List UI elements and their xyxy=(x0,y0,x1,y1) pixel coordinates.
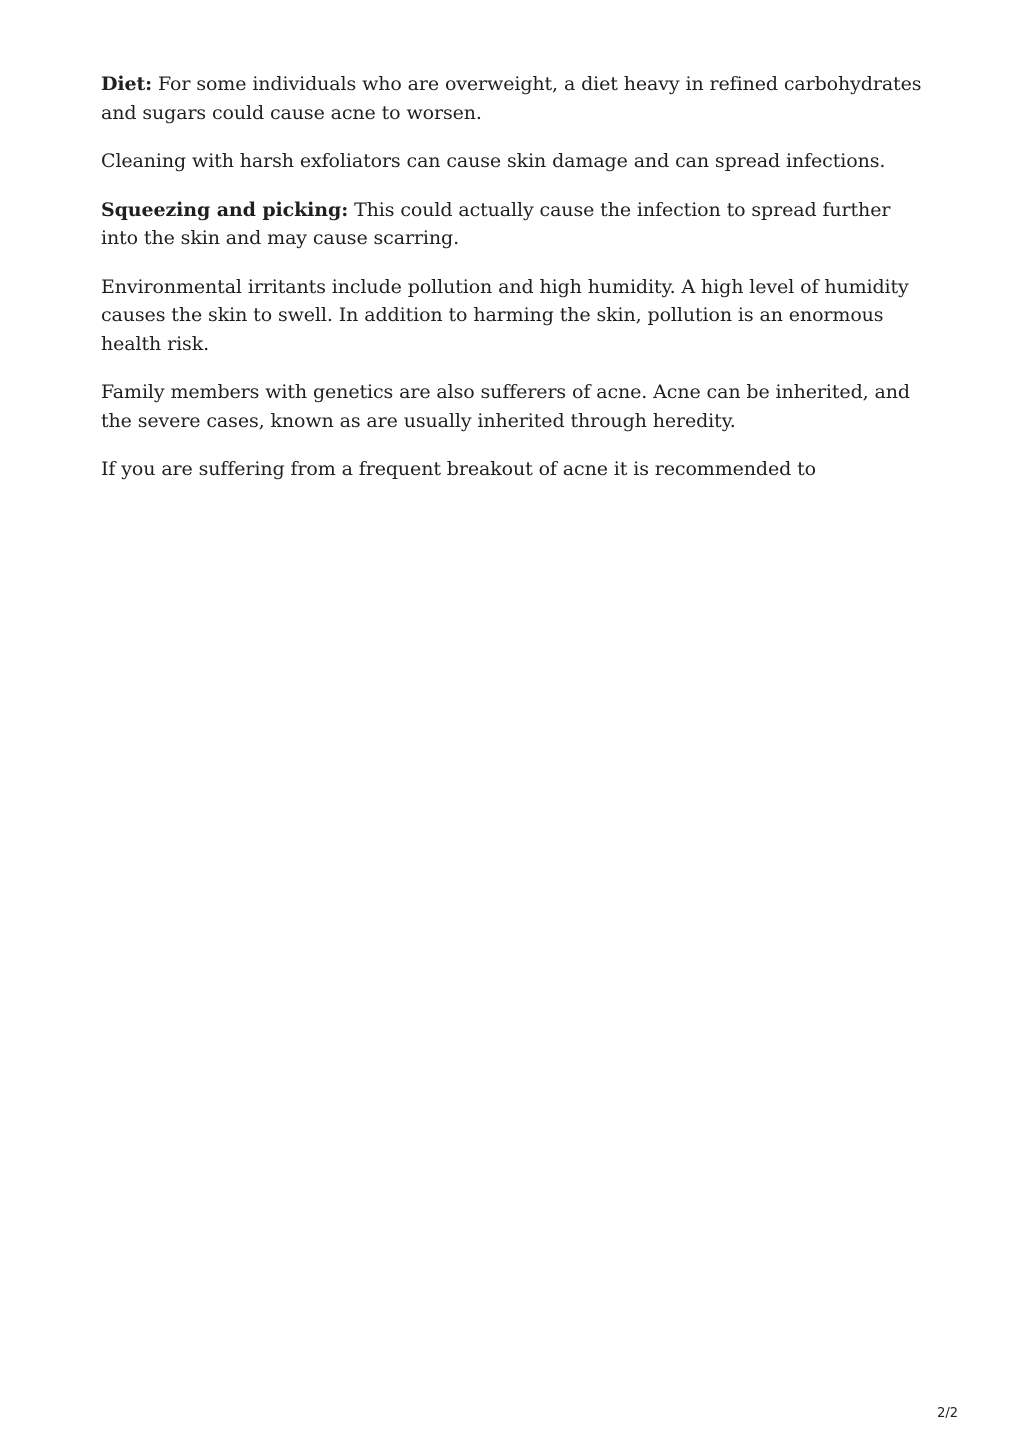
document-body xyxy=(101,70,927,504)
paragraph-genetics xyxy=(101,378,927,435)
paragraph-text: Environmental irritants include pollution and high humidity. A high level of humidity causes the skin to swell. In addition to harming the skin, pollution is an enormous health risk. xyxy=(101,275,909,355)
paragraph-text: Family members with genetics are also sufferers of acne. Acne can be inherited, and the severe cases, known as are usually inherited through heredity. xyxy=(101,381,910,432)
paragraph-text: This could actually cause the infection to spread further into the skin and may cause scarring. xyxy=(101,198,891,249)
paragraph-lead: Diet: xyxy=(101,73,153,95)
paragraph-cleaning xyxy=(101,147,927,176)
paragraph-lead: Squeezing and picking: xyxy=(101,198,349,221)
paragraph-text: For some individuals who are overweight, a diet heavy in refined carbohydrates and sugars could cause acne to worsen. xyxy=(101,73,922,124)
paragraph-diet xyxy=(101,70,927,127)
paragraph-environment xyxy=(101,273,927,359)
paragraph-text: Cleaning with harsh exfoliators can cause skin damage and can spread infections. xyxy=(101,150,886,172)
paragraph-text: If you are suffering from a frequent breakout of acne it is recommended to xyxy=(101,458,817,480)
paragraph-squeezing xyxy=(101,196,927,253)
page-number: 2/2 xyxy=(937,1406,958,1421)
paragraph-recommendation xyxy=(101,455,927,484)
